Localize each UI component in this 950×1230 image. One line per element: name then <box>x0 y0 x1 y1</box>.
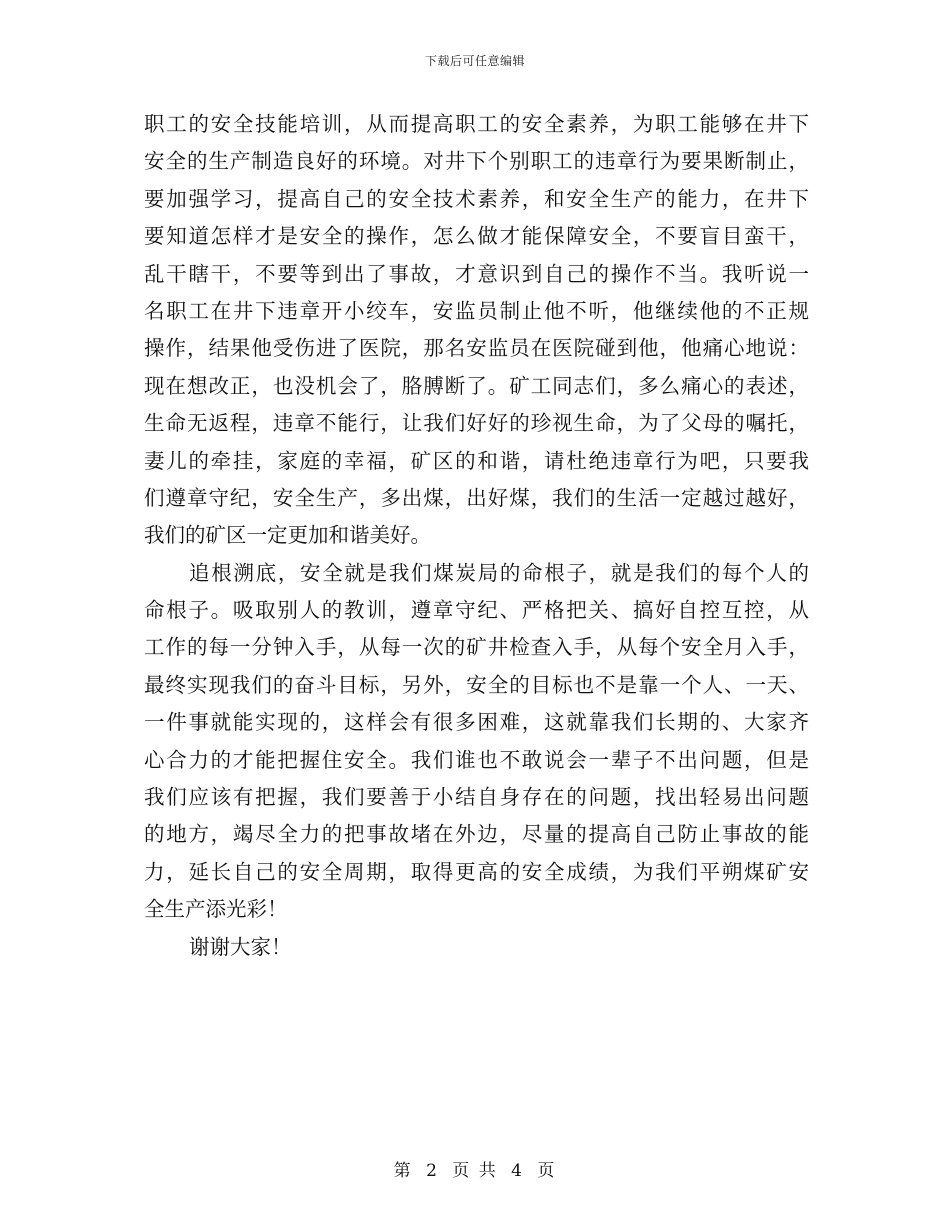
text-line: 心合力的才能把握住安全。我们谁也不敢说会一辈子不出问题，但是 <box>144 747 809 772</box>
text-line: 操作，结果他受伤进了医院，那名安监员在医院碰到他，他痛心地说： <box>144 336 809 361</box>
document-body <box>144 106 809 966</box>
total-pages-number: 4 <box>511 1161 524 1181</box>
text-line: 安全的生产制造良好的环境。对井下个别职工的违章行为要果断制止， <box>144 149 809 174</box>
text-line: 现在想改正，也没机会了，胳膊断了。矿工同志们，多么痛心的表述， <box>144 373 809 398</box>
footer-suffix: 页 <box>537 1161 557 1181</box>
text-line: 的地方，竭尽全力的把事故堵在外边，尽量的提高自己防止事故的能 <box>144 822 809 847</box>
text-line: 最终实现我们的奋斗目标，另外，安全的目标也不是靠一个人、一天、 <box>144 672 809 697</box>
paragraph-start-line: 追根溯底，安全就是我们煤炭局的命根子，就是我们的每个人的 <box>189 560 809 585</box>
text-line: 生命无返程，违章不能行，让我们好好的珍视生命，为了父母的嘱托， <box>144 411 809 436</box>
text-line: 名职工在井下违章开小绞车，安监员制止他不听，他继续他的不正规 <box>144 298 809 323</box>
text-line: 乱干瞎干，不要等到出了事故，才意识到自己的操作不当。我听说一 <box>144 261 809 286</box>
text-line: 工作的每一分钟入手，从每一次的矿井检查入手，从每个安全月入手， <box>144 635 809 660</box>
text-line: 要加强学习，提高自己的安全技术素养，和安全生产的能力，在井下 <box>144 186 809 211</box>
text-line: 命根子。吸取别人的教训，遵章守纪、严格把关、搞好自控互控，从 <box>144 598 809 623</box>
text-line: 要知道怎样才是安全的操作，怎么做才能保障安全，不要盲目蛮干， <box>144 224 809 249</box>
header-note: 下载后可任意编辑 <box>424 54 525 68</box>
footer-middle: 页 共 <box>452 1161 498 1181</box>
text-line: 我们的矿区一定更加和谐美好。 <box>144 523 431 548</box>
page-footer <box>0 1156 950 1181</box>
text-line: 一件事就能实现的，这样会有很多困难，这就靠我们长期的、大家齐 <box>144 710 809 735</box>
footer-prefix: 第 <box>393 1161 413 1181</box>
text-line: 们遵章守纪，安全生产，多出煤，出好煤，我们的生活一定越过越好， <box>144 485 809 510</box>
text-line: 力，延长自己的安全周期，取得更高的安全成绩，为我们平朔煤矿安 <box>144 859 809 884</box>
text-line: 我们应该有把握，我们要善于小结自身存在的问题，找出轻易出问题 <box>144 785 809 810</box>
text-line: 全生产添光彩！ <box>144 897 288 922</box>
closing-line: 谢谢大家！ <box>189 934 292 959</box>
text-line: 妻儿的牵挂，家庭的幸福，矿区的和谐，请杜绝违章行为吧，只要我 <box>144 448 809 473</box>
text-line: 职工的安全技能培训，从而提高职工的安全素养，为职工能够在井下 <box>144 112 809 136</box>
current-page-number: 2 <box>426 1161 439 1181</box>
